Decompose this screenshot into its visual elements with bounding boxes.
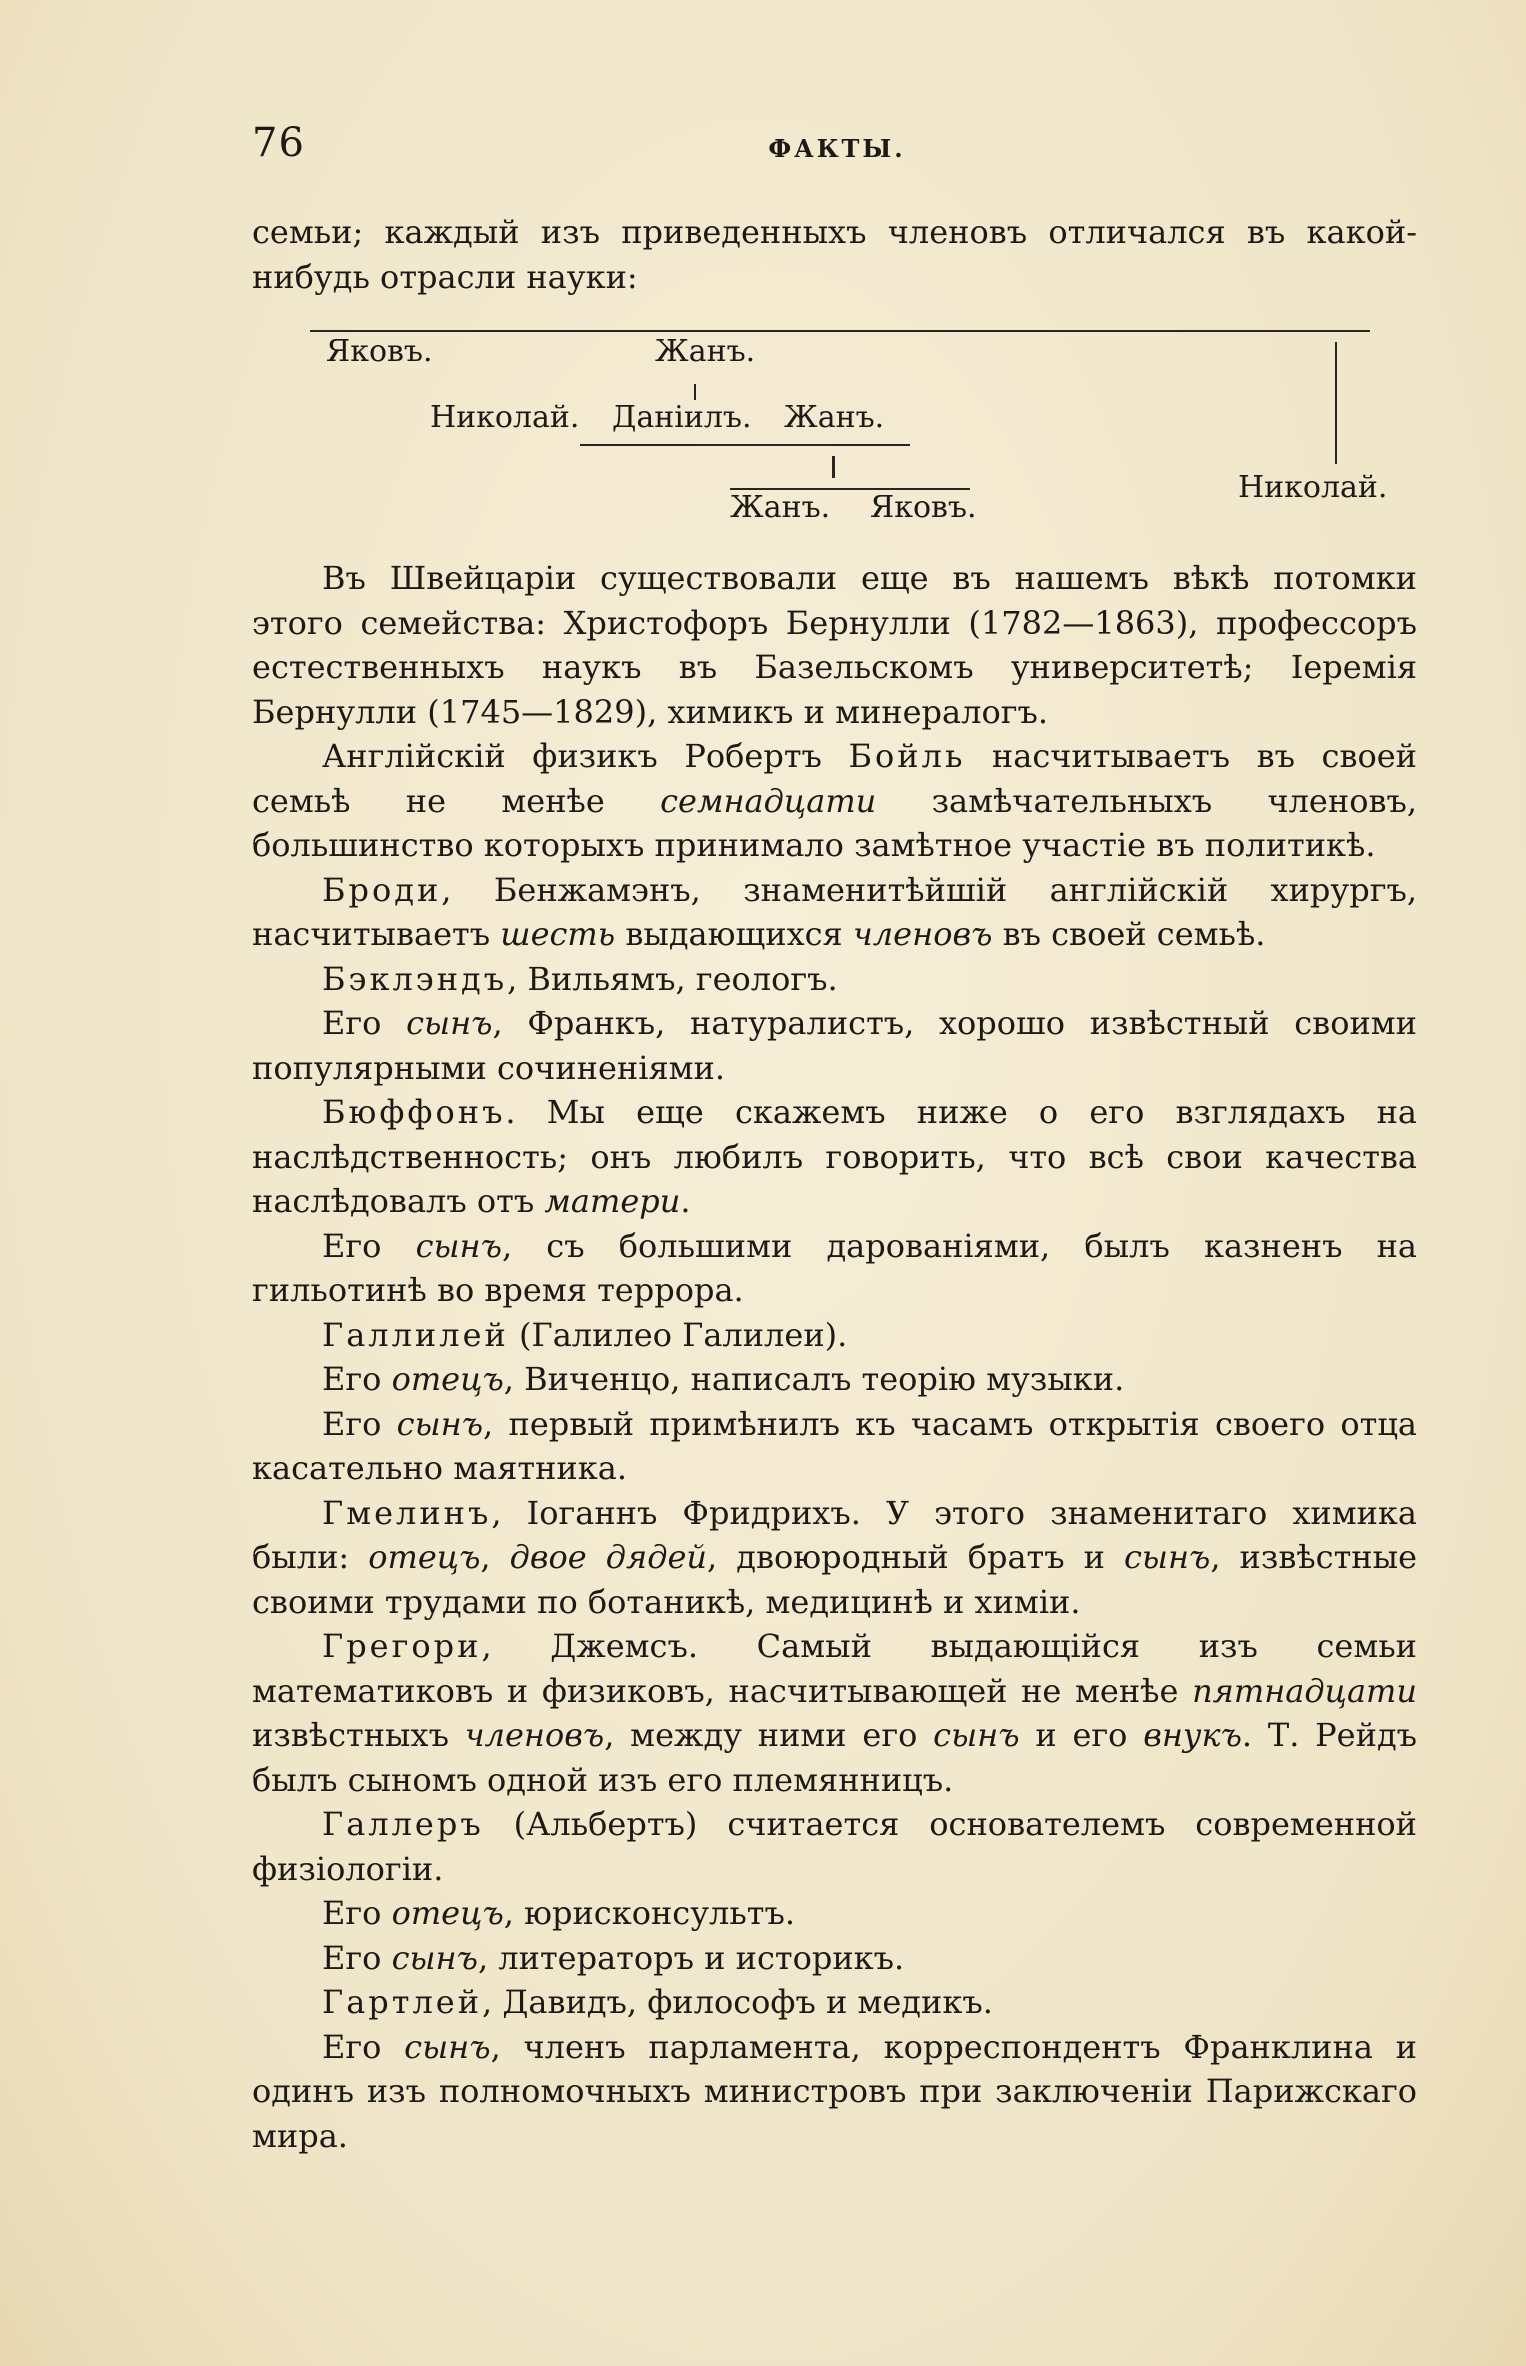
tree-right-bracket [1335,342,1337,464]
paragraph-bernoulli: Въ Швейцаріи существовали еще въ нашемъ вѣкѣ потомки этого семейства: Христофоръ Бернулли (1782—1863), профессоръ естественныхъ наукъ въ Базельскомъ университетѣ; Іеремія Бернулли (1745—1829), химикъ и минералогъ. [252,559,1417,731]
intro-paragraph: семьи; каждый изъ приведенныхъ членовъ отличался въ какой-нибудь отрасли науки: [252,213,1417,296]
running-head: ФАКТЫ. [768,134,906,163]
tree-nicholas-1: Николай. [430,400,580,435]
main-text [252,556,1417,2158]
page-header [252,120,1422,170]
tree-connector-2 [832,456,835,478]
paragraph-galileo: Галлилей (Галилео Галилеи). [322,1315,848,1354]
paragraph-haller-father: Его отецъ, юрисконсультъ. [322,1894,796,1932]
intro-text [252,210,1417,299]
tree-jean-2: Жанъ. [784,400,885,435]
page-number: 76 [252,120,305,166]
tree-connector-1 [694,384,696,400]
tree-jean-1: Жанъ. [655,334,756,369]
tree-top-rule [310,330,1370,332]
paragraph-hartley: Гартлей, Давидъ, философъ и медикъ. [322,1983,993,2021]
paragraph-buckland: Бэклэндъ, Вильямъ, геологъ. [322,959,838,998]
paragraph-buffon-son: Его сынъ, съ большими дарованіями, былъ казненъ на гильотинѣ во время террора. [252,1226,1418,1309]
paragraph-brodie: Броди, Бенжамэнъ, знаменитѣйшій англійскій хирургъ, насчитываетъ шесть выдающихся членовъ въ своей семьѣ. [252,870,1417,953]
tree-jean-3: Жанъ. [730,490,831,525]
paragraph-haller: Галлеръ (Альбертъ) считается основателемъ современной физіологіи. [252,1805,1417,1888]
tree-jacob-2: Яковъ. [870,490,977,525]
paragraph-gregory: Грегори, Джемсъ. Самый выдающійся изъ семьи математиковъ и физиковъ, насчитывающей не менѣе пятнадцати извѣстныхъ членовъ, между ними его сынъ и его внукъ. Т. Рейдъ былъ сыномъ одной изъ его племянницъ. [252,1627,1417,1799]
paragraph-haller-son: Его сынъ, литераторъ и историкъ. [322,1938,905,1977]
paragraph-buffon: Бюффонъ. Мы еще скажемъ ниже о его взглядахъ на наслѣдственность; онъ любилъ говорить, что всѣ свои качества наслѣдовалъ отъ матери. [252,1093,1417,1220]
tree-daniel: Даніилъ. [612,400,752,435]
paragraph-galileo-son: Его сынъ, первый примѣнилъ къ часамъ открытія своего отца касательно маятника. [252,1404,1417,1487]
paragraph-gmelin: Гмелинъ, Іоганнъ Фридрихъ. У этого знаменитаго химика были: отецъ, двое дядей, двоюродный братъ и сынъ, извѣстные своими трудами по ботаникѣ, медицинѣ и химіи. [252,1493,1418,1621]
paragraph-hartley-son: Его сынъ, членъ парламента, корреспондентъ Франклина и одинъ изъ полномочныхъ министровъ при заключеніи Парижскаго мира. [252,2027,1418,2155]
tree-gen2-rule [580,444,910,446]
family-tree [310,322,1388,532]
paragraph-boyle: Англійскій физикъ Робертъ Бойль насчитываетъ въ своей семьѣ не менѣе семнадцати замѣчательныхъ членовъ, большинство которыхъ принимало замѣтное участіе въ политикѣ. [252,737,1418,864]
tree-nicholas-2: Николай. [1238,470,1388,505]
tree-jacob-1: Яковъ. [326,334,433,369]
paragraph-galileo-father: Его отецъ, Виченцо, написалъ теорію музыки. [322,1360,1125,1398]
paragraph-buckland-son: Его сынъ, Франкъ, натуралистъ, хорошо извѣстный своими популярными сочиненіями. [252,1004,1418,1087]
